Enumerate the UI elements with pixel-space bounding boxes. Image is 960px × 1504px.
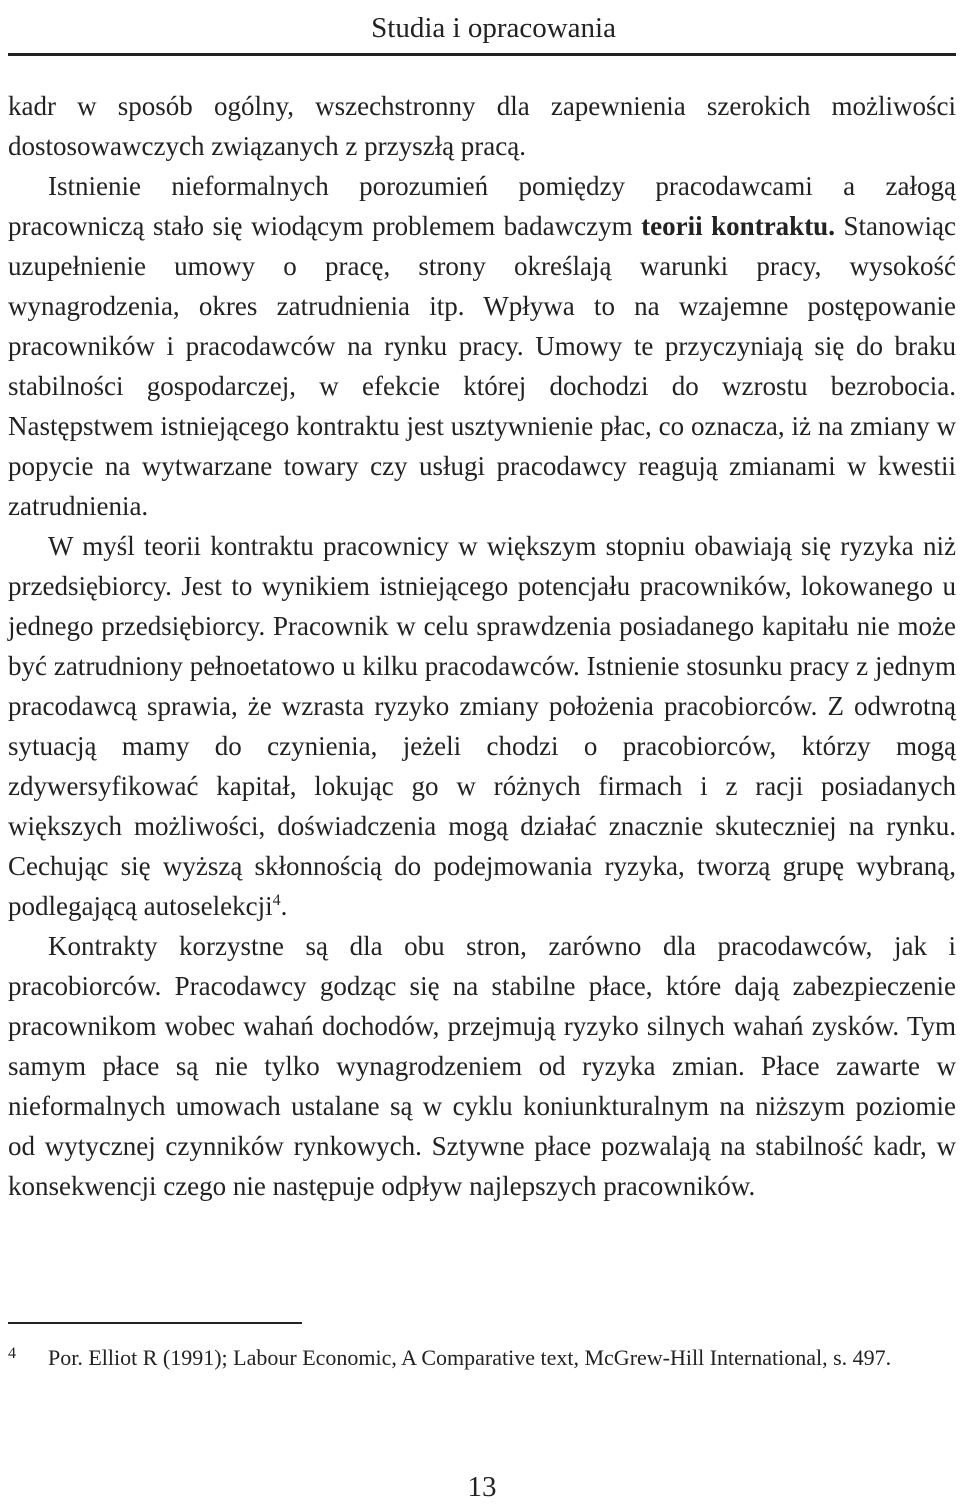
- paragraph-1: kadr w sposób ogólny, wszechstronny dla zapewnienia szerokich możliwości dostosowawczych związanych z przyszłą pracą.: [8, 91, 956, 161]
- paragraph-2-text-end: Stanowiąc uzupełnienie umowy o pracę, strony określają warunki pracy, wysokość wynagrodzenia, okres zatrudnienia itp. Wpływa to na wzajemne postępowanie pracowników i pracodawców na rynku pracy. Umowy te przyczyniają się do braku stabilności gospodarczej, w efekcie której dochodzi do wzrostu bezrobocia. Następstwem istniejącego kontraktu jest usztywnienie płac, co oznacza, iż na zmiany w popycie na wytwarzane towary czy usługi pracodawcy reagują zmianami w kwestii zatrudnienia.: [8, 211, 956, 521]
- running-title: Studia i opracowania: [371, 12, 616, 44]
- running-header: [0, 10, 960, 50]
- paragraph-2: [8, 166, 956, 526]
- footnote-text: Por. Elliot R (1991); Labour Economic, A Comparative text, McGrew-Hill International, s. 497.: [48, 1345, 892, 1370]
- paragraph-3-text: W myśl teorii kontraktu pracownicy w większym stopniu obawiają się ryzyka niż przedsiębiorcy. Jest to wynikiem istniejącego potencjału pracowników, lokowanego u jednego przedsiębiorcy. Pracownik w celu sprawdzenia posiadanego kapitału nie może być zatrudniony pełnoetatowo u kilku pracodawców. Istnienie stosunku pracy z jednym pracodawcą sprawia, że wzrasta ryzyko zmiany położenia pracobiorców. Z odwrotną sytuacją mamy do czynienia, jeżeli chodzi o pracobiorców, którzy mogą zdywersyfikować kapitał, lokując go w różnych firmach i z racji posiadanych większych możliwości, doświadczenia mogą działać znacznie skuteczniej na rynku. Cechując się wyższą skłonnością do podejmowania ryzyka, tworzą grupę wybraną, podlegającą autoselekcji: [8, 531, 956, 921]
- page-number: 13: [467, 1471, 497, 1503]
- term-teoria-kontraktu: teorii kontraktu.: [641, 211, 835, 241]
- footnote: [8, 1342, 956, 1374]
- footnote-number: 4: [8, 1345, 16, 1362]
- paragraph-4: Kontrakty korzystne są dla obu stron, zarówno dla pracodawców, jak i pracobiorców. Pracodawcy godząc się na stabilne płace, które dają zabezpieczenie pracownikom wobec wahań dochodów, przejmują ryzyko silnych wahań zysków. Tym samym płace są nie tylko wynagrodzeniem od ryzyka zmian. Płace zawarte w nieformalnych umowach ustalane są w cyklu koniunkturalnym na niższym poziomie od wytycznej czynników rynkowych. Sztywne płace pozwalają na stabilność kadr, w konsekwencji czego nie następuje odpływ najlepszych pracowników.: [8, 931, 956, 1201]
- body-text: [8, 86, 956, 1206]
- paragraph-3-end: .: [280, 891, 288, 921]
- paragraph-3: [8, 526, 956, 926]
- footnote-rule: [8, 1322, 302, 1324]
- header-rule: [8, 53, 956, 56]
- footnote-reference[interactable]: 4: [272, 892, 281, 909]
- paragraph-2-text-start: Istnienie nieformalnych porozumień pomiędzy pracodawcami a załogą pracowniczą stało się wiodącym problemem badawczym: [8, 171, 956, 241]
